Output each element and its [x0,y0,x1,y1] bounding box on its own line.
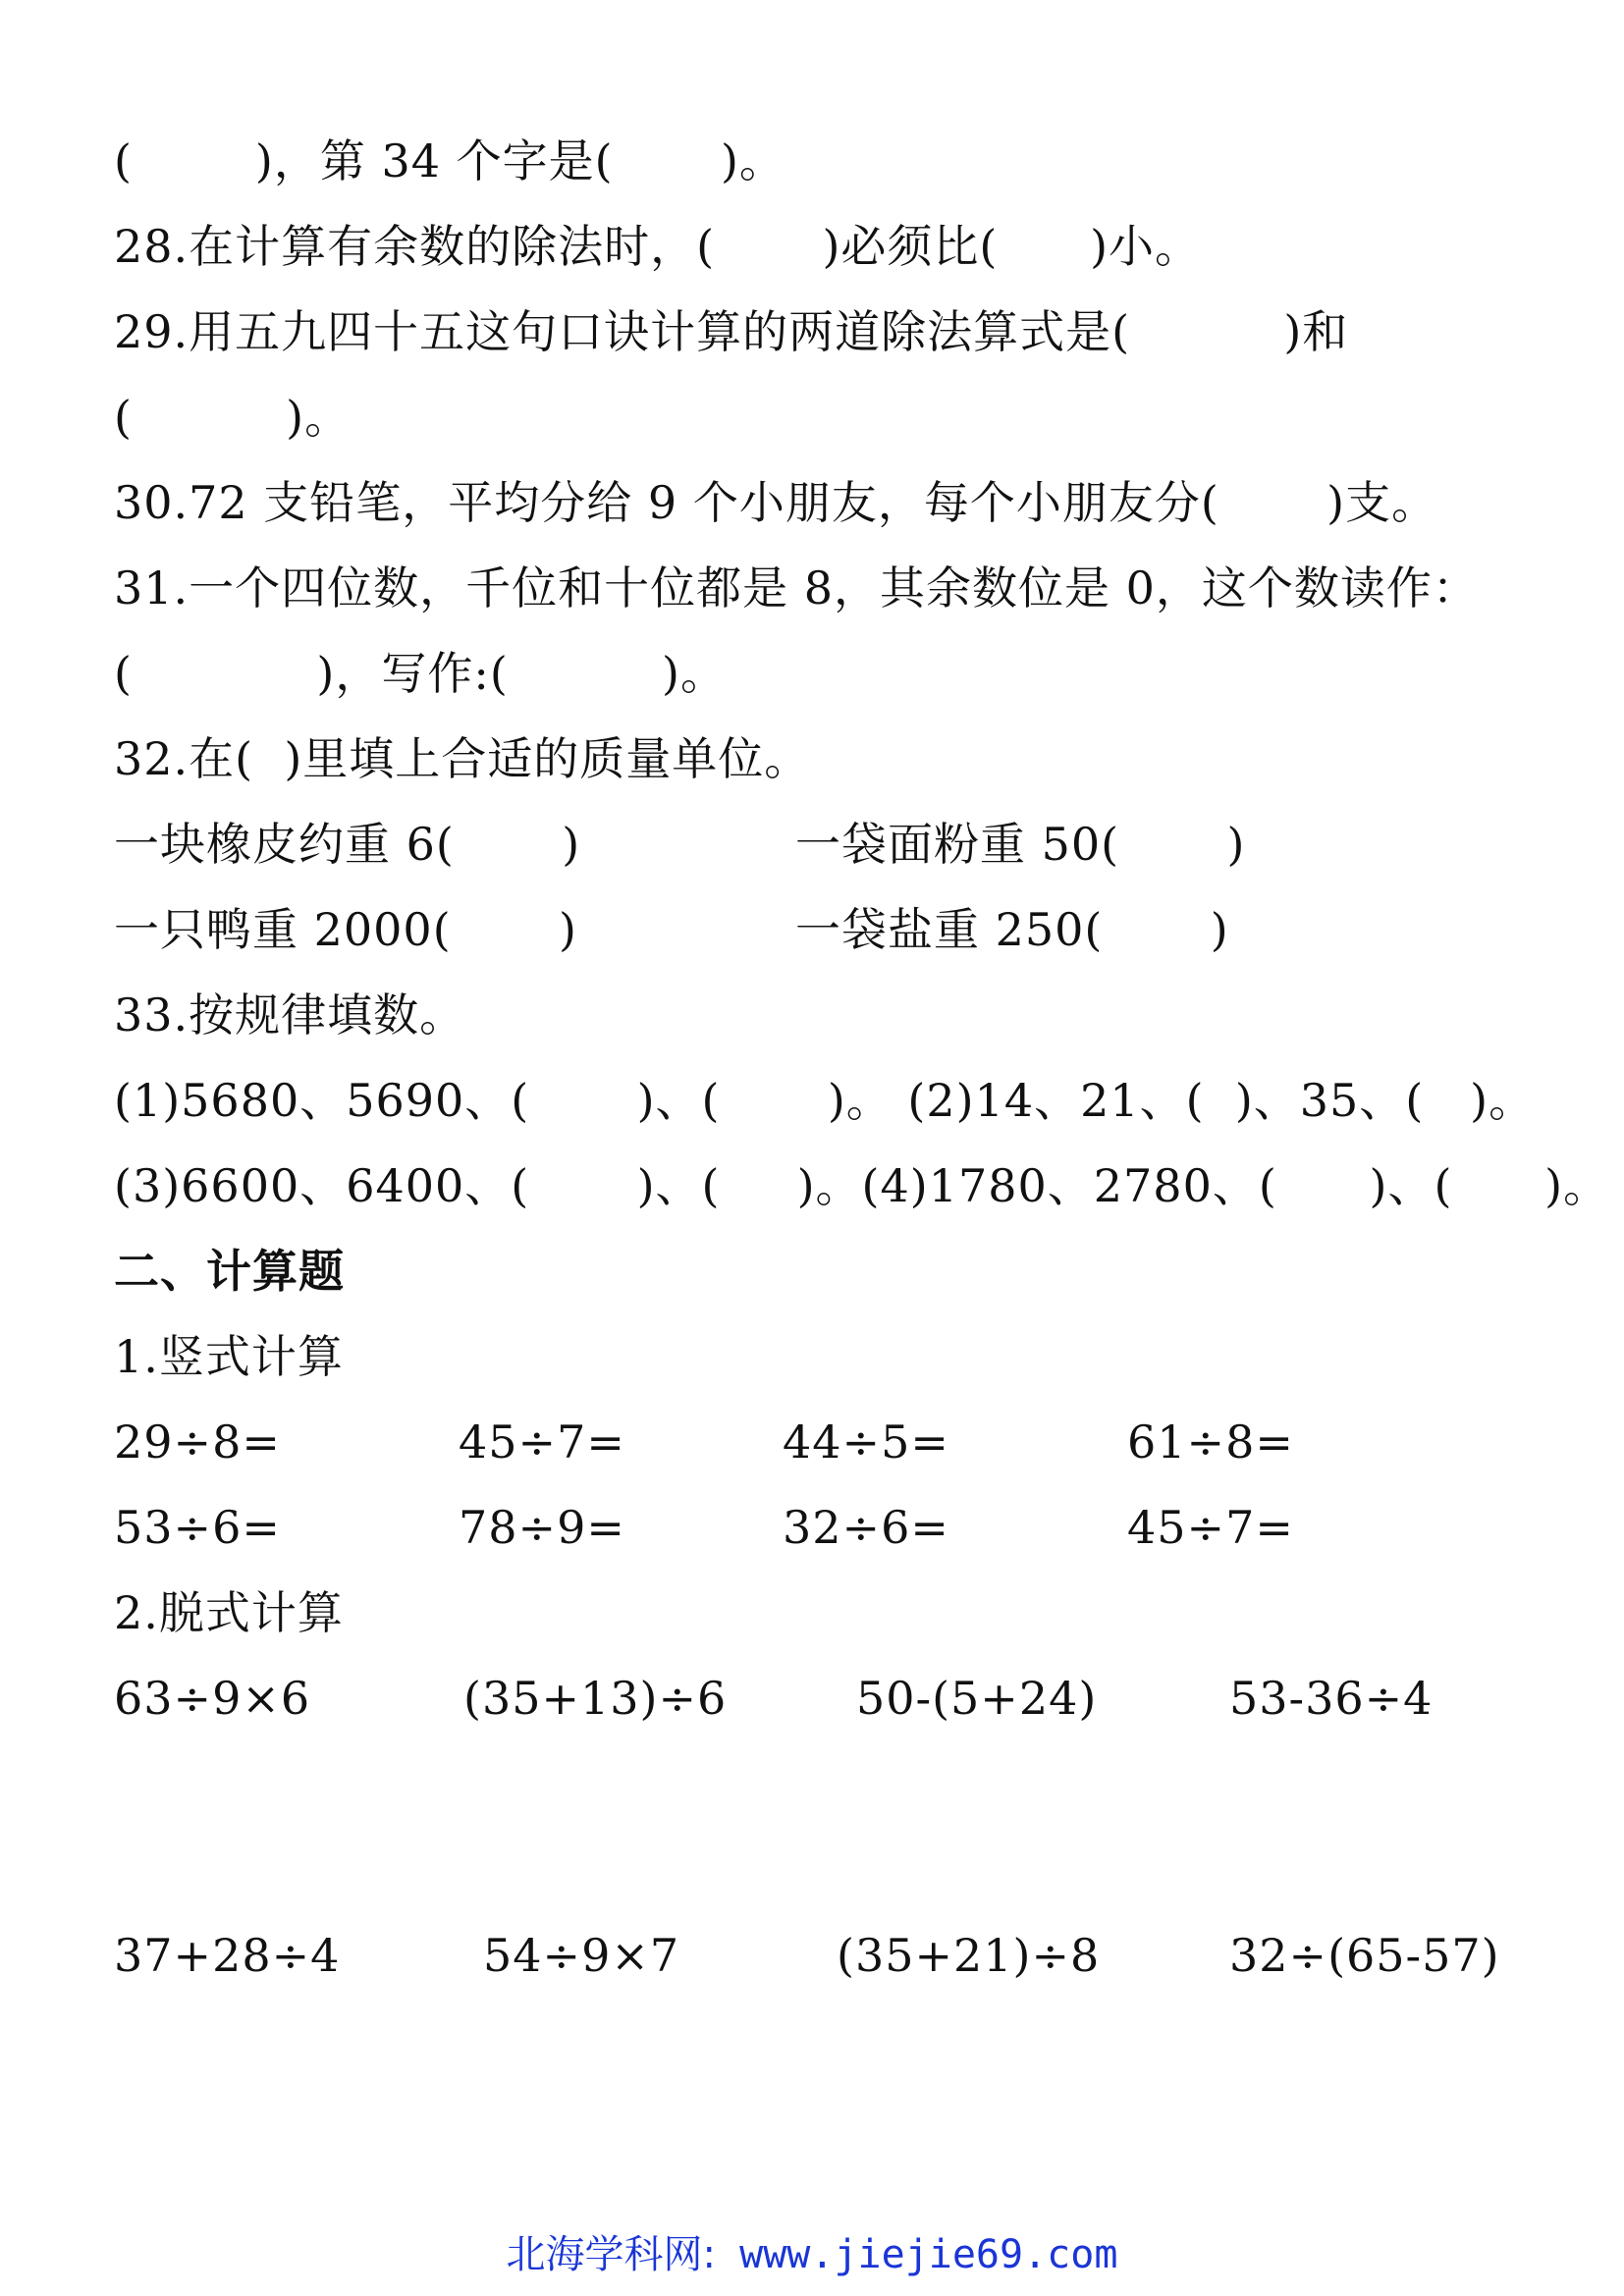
q33-pattern-row1: (1)5680、5690、( )、( )。 (2)14、21、( )、35、( )。 [114,1074,1536,1127]
question-29-line1: 29.用五九四十五这句口诀计算的两道除法算式是( )和 [114,305,1349,358]
vertical-problem: 61÷8= [1127,1415,1294,1468]
question-30: 30.72 支铅笔，平均分给 9 个小朋友，每个小朋友分( )支。 [114,476,1438,529]
q27-continuation: ( )，第 34 个字是( )。 [114,134,785,187]
section-title-calculation: 二、计算题 [114,1245,345,1298]
stepwise-problem: 50-(5+24) [856,1672,1098,1725]
stepwise-problem: 32÷(65-57) [1229,1929,1500,1982]
vertical-problem: 32÷6= [783,1501,949,1554]
q32-item-salt: 一袋盐重 250( ) [795,903,1229,956]
vertical-problem: 53÷6= [114,1501,281,1554]
q32-item-eraser: 一块橡皮约重 6( ) [114,818,581,871]
vertical-problem: 78÷9= [459,1501,625,1554]
vertical-problem: 44÷5= [783,1415,949,1468]
question-29-line2: ( )。 [114,391,352,444]
footer-site-name: 北海学科网: [506,2232,717,2277]
vertical-problem: 45÷7= [1127,1501,1294,1554]
stepwise-problem: 53-36÷4 [1229,1672,1434,1725]
question-28: 28.在计算有余数的除法时，( )必须比( )小。 [114,220,1202,273]
stepwise-problem: (35+21)÷8 [837,1929,1101,1982]
q32-item-flour: 一袋面粉重 50( ) [795,818,1246,871]
question-31-line1: 31.一个四位数，千位和十位都是 8，其余数位是 0，这个数读作： [114,561,1479,614]
stepwise-problem: (35+13)÷6 [463,1672,728,1725]
q32-item-duck: 一只鸭重 2000( ) [114,903,577,956]
vertical-problem: 29÷8= [114,1415,281,1468]
question-31-line2: ( )，写作:( )。 [114,647,727,700]
question-32: 32.在( )里填上合适的质量单位。 [114,732,811,785]
question-33: 33.按规律填数。 [114,988,466,1041]
subsection-vertical-calculation: 1.竖式计算 [114,1330,344,1383]
stepwise-problem: 37+28÷4 [114,1929,341,1982]
vertical-problem: 45÷7= [459,1415,625,1468]
subsection-stepwise-calculation: 2.脱式计算 [114,1586,344,1639]
footer-watermark [0,2228,1624,2281]
stepwise-problem: 54÷9×7 [483,1929,680,1982]
footer-site-url[interactable]: www.jiejie69.com [716,2232,1118,2277]
q33-pattern-row2: (3)6600、6400、( )、( )。(4)1780、2780、( )、( )。 [114,1159,1610,1212]
stepwise-problem: 63÷9×6 [114,1672,311,1725]
